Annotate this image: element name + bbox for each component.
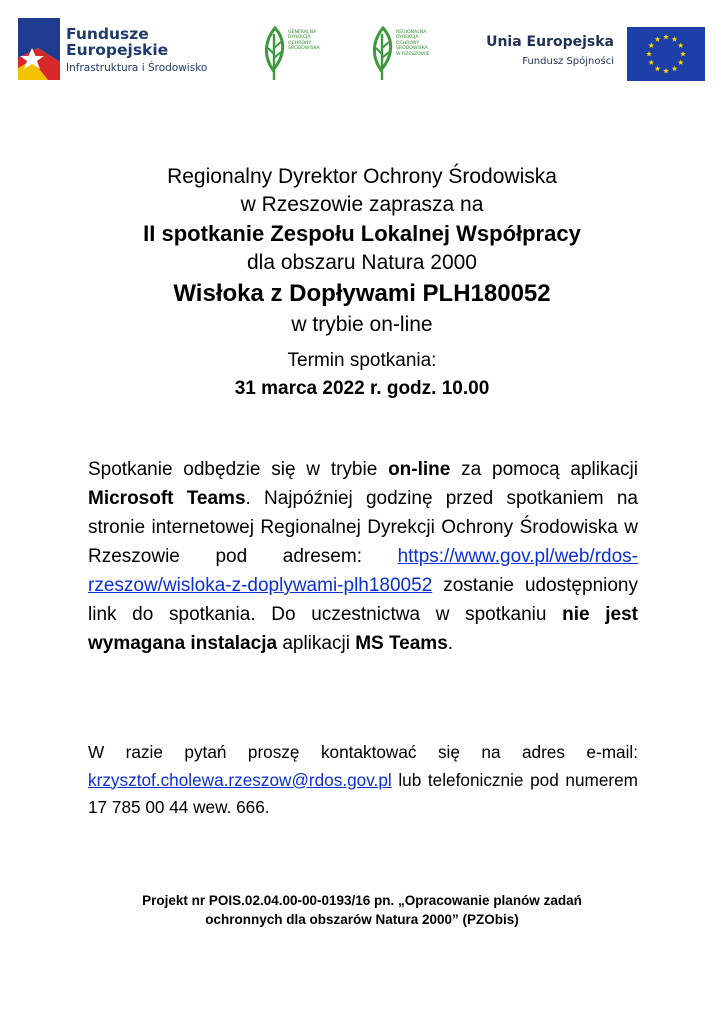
title-line-1: Regionalny Dyrektor Ochrony Środowiska (167, 165, 557, 188)
meeting-info-paragraph (88, 455, 638, 658)
fe-flag-icon (18, 18, 60, 80)
p1-text-1: Spotkanie odbędzie się w trybie (88, 459, 389, 480)
contact-paragraph (88, 739, 638, 822)
gdos-logo (262, 26, 332, 82)
gdos-line3: OCHRONY (288, 40, 312, 46)
gdos-line4: ŚRODOWISKA (288, 46, 320, 52)
p1-bold-msteams: MS Teams (355, 633, 448, 654)
meeting-name: II spotkanie Zespołu Lokalnej Współpracy (143, 221, 581, 246)
p1-text-6: . (447, 633, 454, 654)
eu-name: Unia Europejska (486, 34, 614, 50)
p1-text-5: aplikacji (277, 633, 356, 654)
title-line-6: w trybie on-line (291, 313, 433, 336)
project-footer (110, 891, 614, 929)
p1-bold-install: nie jest wymagana instalacja (88, 604, 638, 654)
p1-bold-online: on-line (388, 459, 451, 480)
date-label: Termin spotkania: (287, 350, 437, 371)
fe-name-line2: Europejskie (66, 41, 169, 60)
title-line-2: w Rzeszowie zaprasza na (240, 193, 484, 216)
rdos-line2: DYREKCJA (396, 35, 419, 41)
title-line-4: dla obszaru Natura 2000 (247, 251, 477, 274)
fe-name-line1: Fundusze (66, 25, 149, 43)
header-logos (0, 0, 724, 100)
leaf-icon (262, 26, 288, 82)
gdos-line1: GENERALNA (288, 30, 317, 35)
eu-label (472, 34, 614, 67)
eu-fund: Fundusz Spójności (522, 56, 614, 67)
p1-bold-teams: Microsoft Teams (88, 488, 246, 509)
p1-text-4: zostanie udostępniony link do spotkania. Do uczestnictwa w spotkaniu (88, 575, 638, 625)
eu-flag-icon (627, 27, 705, 81)
fe-programme: Infrastruktura i Środowisko (66, 61, 208, 74)
gdos-line2: DYREKCJA (288, 35, 311, 41)
p1-text-2: za pomocą aplikacji (450, 459, 638, 480)
rdos-line3: OCHRONY (396, 40, 420, 46)
footer-line-2: ochronnych dla obszarów Natura 2000” (PZObis) (205, 912, 519, 927)
footer-line-1: Projekt nr POIS.02.04.00-00-0193/16 pn. „Opracowanie planów zadań (142, 893, 582, 908)
meeting-date: 31 marca 2022 r. godz. 10.00 (234, 378, 490, 399)
fundusze-europejskie-logo (18, 18, 218, 80)
meeting-page-link[interactable]: https://www.gov.pl/web/rdos-rzeszow/wisloka-z-doplywami-plh180052 (88, 546, 638, 596)
natura-site-name: Wisłoka z Dopływami PLH180052 (173, 280, 551, 307)
rdos-line5: W RZESZOWIE (396, 51, 430, 57)
p1-text-3: . Najpóźniej godzinę przed spotkaniem na stronie internetowej Regionalnej Dyrekcji Ochrony Środowiska w Rzeszowie pod adresem: (88, 488, 638, 567)
invitation-heading (60, 163, 664, 403)
rdos-line1: REGIONALNA (396, 30, 427, 35)
contact-email-link[interactable]: krzysztof.cholewa.rzeszow@rdos.gov.pl (88, 769, 392, 790)
p2-text-1: W razie pytań proszę kontaktować się na adres e-mail: (88, 742, 638, 762)
p2-text-2: lub telefonicznie pod numerem 17 785 00 44 wew. 666. (88, 769, 638, 817)
leaf-icon (370, 26, 396, 82)
rdos-rzeszow-logo (370, 26, 440, 82)
rdos-line4: ŚRODOWISKA (396, 46, 428, 52)
